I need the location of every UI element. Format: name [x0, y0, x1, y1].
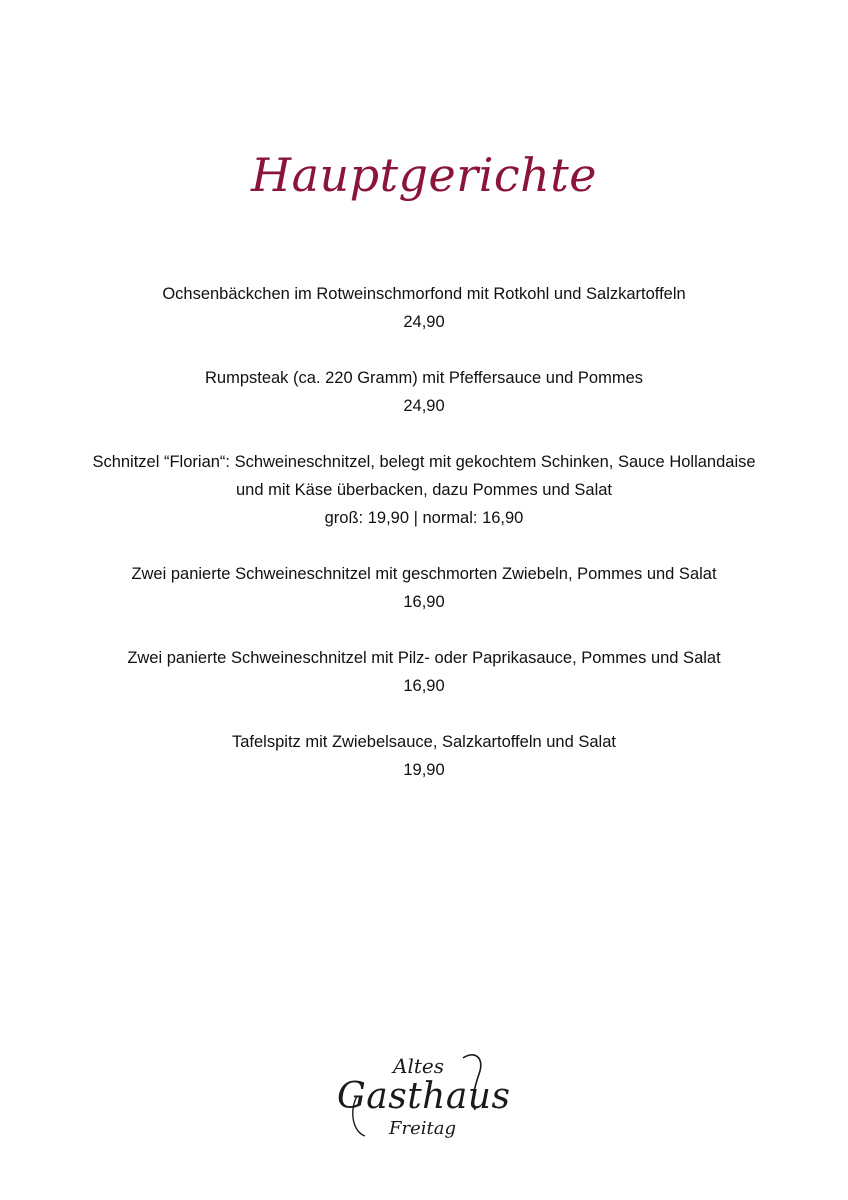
dish-price: 24,90: [403, 313, 445, 331]
menu-item: [90, 560, 758, 616]
menu-list: [90, 280, 758, 812]
dish-description: Schnitzel “Florian“: Schweineschnitzel, belegt mit gekochtem Schinken, Sauce Hollandaise und mit Käse überbacken, dazu Pommes und Salat: [92, 453, 756, 499]
dish-description: Tafelspitz mit Zwiebelsauce, Salzkartoffeln und Salat: [232, 733, 616, 751]
logo-line-gasthaus: Gasthaus: [337, 1076, 511, 1117]
dish-description: Zwei panierte Schweineschnitzel mit Pilz- oder Paprikasauce, Pommes und Salat: [127, 649, 721, 667]
dish-price: groß: 19,90 | normal: 16,90: [324, 509, 524, 527]
logo-line-altes: Altes: [393, 1054, 444, 1078]
dish-description: Ochsenbäckchen im Rotweinschmorfond mit Rotkohl und Salzkartoffeln: [162, 285, 686, 303]
menu-item: [90, 364, 758, 420]
page-title: Hauptgerichte: [250, 148, 598, 202]
logo-line-freitag: Freitag: [389, 1118, 456, 1139]
dish-price: 19,90: [403, 761, 445, 779]
menu-item: [90, 644, 758, 700]
dish-description: Zwei panierte Schweineschnitzel mit geschmorten Zwiebeln, Pommes und Salat: [131, 565, 717, 583]
restaurant-logo: [335, 1052, 515, 1152]
dish-price: 24,90: [403, 397, 445, 415]
menu-item: [90, 728, 758, 784]
dish-description: Rumpsteak (ca. 220 Gramm) mit Pfeffersauce und Pommes: [204, 369, 644, 387]
dish-price: 16,90: [403, 677, 445, 695]
menu-item: [90, 448, 758, 532]
menu-item: [90, 280, 758, 336]
dish-price: 16,90: [403, 593, 445, 611]
